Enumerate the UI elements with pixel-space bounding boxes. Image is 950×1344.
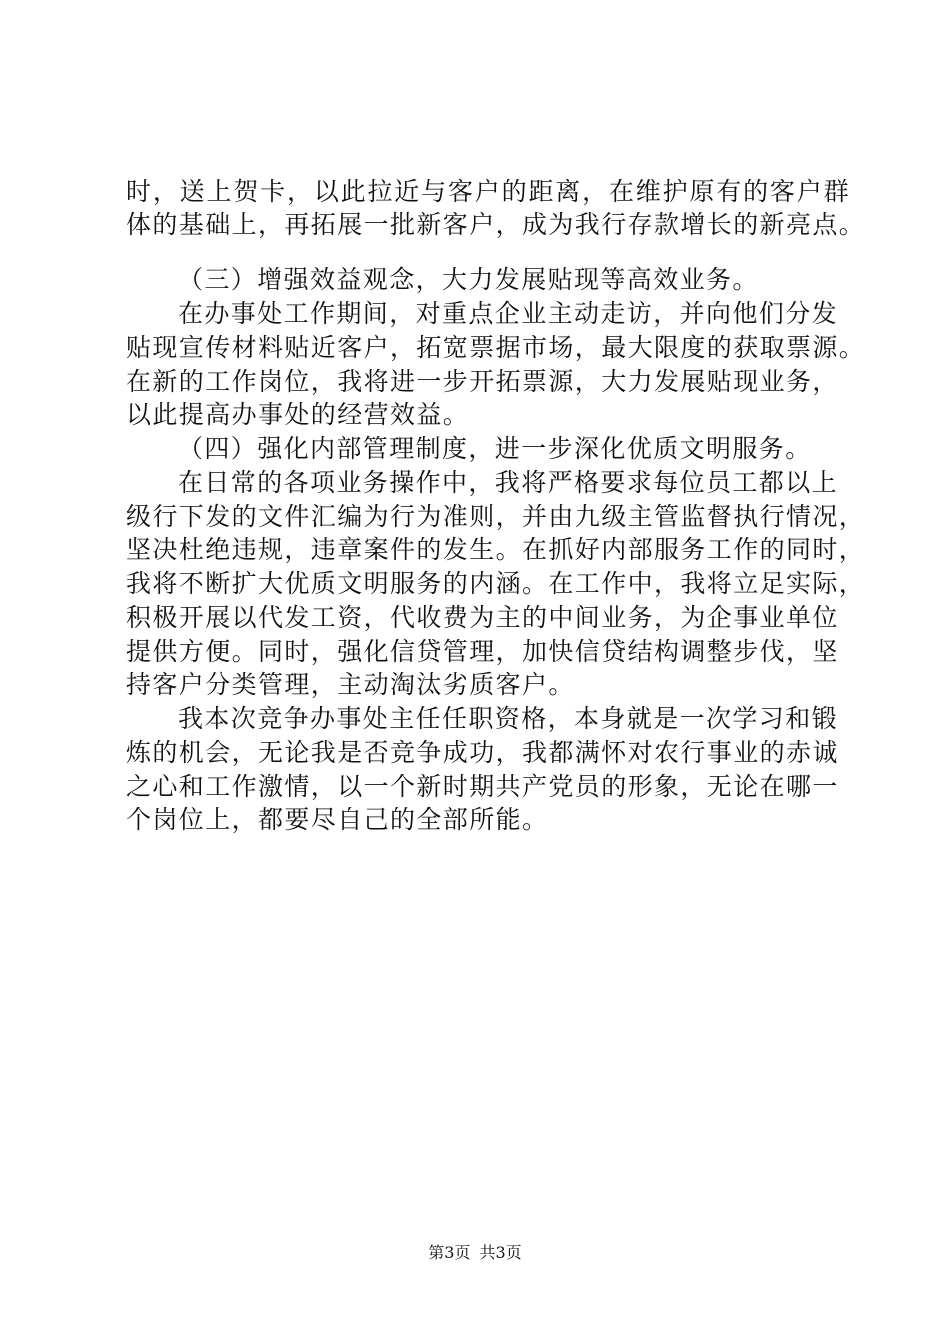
paragraph-line: 以此提高办事处的经营效益。 [126,400,470,429]
paragraph-line: 级行下发的文件汇编为行为准则，并由九级主管监督执行情况， [126,502,866,531]
paragraph-line: 时，送上贺卡，以此拉近与客户的距离，在维护原有的客户群 [126,177,850,206]
section-heading-4: （四）强化内部管理制度，进一步深化优质文明服务。 [178,434,812,463]
paragraph-line: 我本次竞争办事处主任任职资格，本身就是一次学习和锻 [178,704,839,733]
paragraph-line: 个岗位上，都要尽自己的全部所能。 [126,805,549,834]
page-number: 第3页 [428,1243,471,1262]
paragraph-line: 体的基础上，再拓展一批新客户，成为我行存款增长的新亮点。 [126,210,866,239]
paragraph-line: 贴现宣传材料贴近客户，拓宽票据市场，最大限度的获取票源。 [126,333,866,362]
paragraph-line: 在新的工作岗位，我将进一步开拓票源，大力发展贴现业务， [126,367,839,396]
paragraph-line: 积极开展以代发工资，代收费为主的中间业务，为企事业单位 [126,603,839,632]
paragraph-line: 炼的机会，无论我是否竞争成功，我都满怀对农行事业的赤诚 [126,738,839,767]
page-footer [0,1242,950,1264]
section-heading-3: （三）增强效益观念，大力发展贴现等高效业务。 [178,265,759,294]
page-total: 共3页 [479,1243,522,1262]
paragraph-line: 持客户分类管理，主动淘汰劣质客户。 [126,670,575,699]
paragraph-line: 在日常的各项业务操作中，我将严格要求每位员工都以上 [178,468,839,497]
paragraph-line: 坚决杜绝违规，违章案件的发生。在抓好内部服务工作的同时， [126,535,866,564]
paragraph-line: 之心和工作激情，以一个新时期共产党员的形象，无论在哪一 [126,772,839,801]
paragraph-line: 在办事处工作期间，对重点企业主动走访，并向他们分发 [178,299,839,328]
paragraph-line: 我将不断扩大优质文明服务的内涵。在工作中，我将立足实际， [126,569,866,598]
paragraph-line: 提供方便。同时，强化信贷管理，加快信贷结构调整步伐，坚 [126,637,839,666]
